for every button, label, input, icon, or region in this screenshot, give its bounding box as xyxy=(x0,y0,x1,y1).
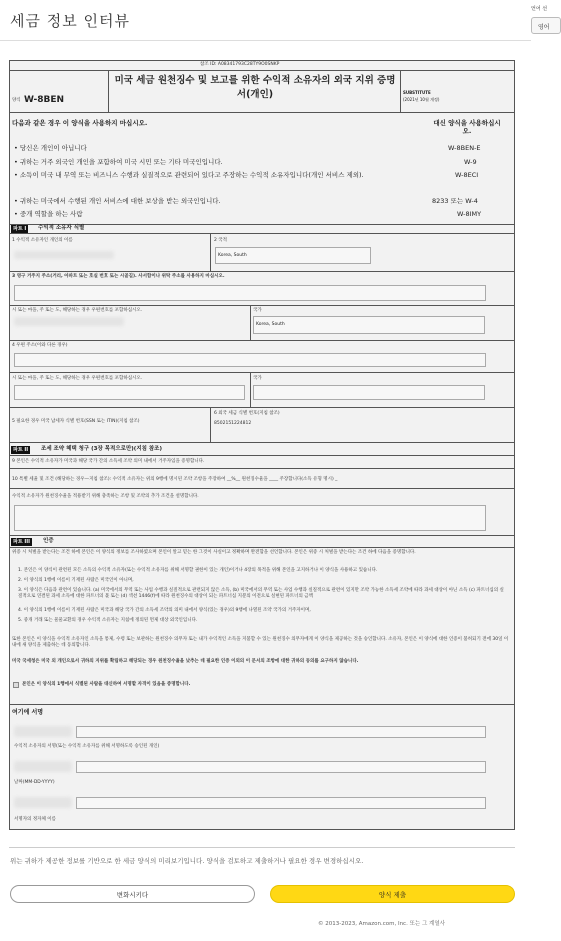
address-field xyxy=(14,285,486,301)
cert-item: 3. 이 양식은 다음과 관련이 있습니다. (a) 미국에서의 무역 또는 사업 수행과 실질적으로 관련되지 않은 소득, (b) 미국에서의 무역 또는 사업 수행과 실질적으로 관련이 있지만 조약 가능한 소득세 조약에 따라 과세 대상이 아닌 소득 (c) 파트너십의 실질적으로 연결된 과세 소득에 대한 파트너의 몫 또는 (d) 섹션 1446(f)에 따라 원천징수의 대상이 되는 파트너십 지분의 이전으로 실현된 파트너의 금액 xyxy=(18,588,504,599)
city2-field xyxy=(14,385,245,400)
list-item: • 귀하는 거주 외국인 개인을 포함하여 미국 시민 또는 기타 미국인입니다. xyxy=(14,158,223,166)
divider xyxy=(10,455,514,456)
field3-label: 3 영구 거주지 주소(거리, 아파트 또는 호실 번호 또는 시골길). 사서함이나 위탁 주소를 사용하지 마십시오. xyxy=(12,274,225,279)
part1-title: 수익적 소유자 식별 xyxy=(38,225,85,231)
divider xyxy=(10,407,514,408)
field6-label: 6 외국 세금 식별 번호(지침 참조) xyxy=(214,411,280,416)
part3-title: 인증 xyxy=(43,538,54,544)
divider xyxy=(210,407,211,442)
divider xyxy=(10,704,514,705)
date-field xyxy=(76,761,486,773)
preview-note: 위는 귀하가 제공한 정보를 기반으로 한 세금 양식의 미리보기입니다. 양식을 검토하고 제출하거나 필요한 경우 변경하십시오. xyxy=(10,857,364,865)
field9-text: 9 본인은 수익적 소유자가 미국과 해당 국가 간의 소득세 조약 의미 내에서 거주자임을 증명합니다. xyxy=(12,459,205,464)
redacted-signature xyxy=(14,726,72,737)
printed-name-field xyxy=(76,797,486,809)
footer-divider xyxy=(9,847,515,848)
signature-label: 수익적 소유자의 서명(또는 수익적 소유자를 위해 서명하도록 승인된 개인) xyxy=(14,744,160,749)
field2-label: 2 국적 xyxy=(214,238,227,243)
cert-item: 5. 중개 거래 또는 물물교환의 경우 수익적 소유자는 지침에 정의된 면제 대상 외국인입니다. xyxy=(18,618,198,623)
part2-title: 조세 조약 혜택 청구 (3장 목적으로만)(지침 참조) xyxy=(41,446,163,452)
intro-text: 다음과 같은 경우 이 양식을 사용하지 마십시오. xyxy=(12,119,148,127)
part3-tag: 파트 III xyxy=(13,539,30,545)
cert-item: 4. 이 양식의 1행에 이름이 기재된 사람은 미국과 해당 국가 간의 소득세 조약의 의미 내에서 양식(있는 경우)의 9행에 나열된 조약 국가의 거주자이며, xyxy=(18,608,311,613)
divider xyxy=(10,535,514,536)
mailing-address-field xyxy=(14,353,486,367)
part2-tag: 파트 II xyxy=(13,447,29,453)
certify-label: 본인은 이 양식의 1행에서 식별된 사람을 대신하여 서명할 자격이 있음을 증명합니다. xyxy=(22,682,191,687)
field10-textarea xyxy=(14,505,486,531)
divider xyxy=(10,372,514,373)
divider xyxy=(108,70,109,112)
form-title: 미국 세금 원천징수 및 보고를 위한 수익적 소유자의 외국 지위 증명서(개인) xyxy=(114,75,396,101)
list-item: • 중개 역할을 하는 사람 xyxy=(14,210,83,218)
cert-paragraph: 또한 본인은 이 양식을 수익적 소유자인 소득을 통제, 수령 또는 보관하는 원천징수 의무자 또는 내가 수익적인 소득을 지불할 수 있는 원천징수 의무자에게 이 양식을 제공하는 것을 승인합니다. 소유자, 본인은 이 양식에 대한 인증이 불허되기 전에 30일 이내에 새 양식을 제출하는 데 동의합니다. xyxy=(12,637,509,648)
city-label: 시 또는 마을, 주 또는 도, 해당하는 경우 우편번호를 포함하십시오. xyxy=(12,308,143,313)
divider xyxy=(210,233,211,271)
divider xyxy=(10,112,514,113)
alt-form-header: 대신 양식을 사용하십시오. xyxy=(433,119,501,136)
irs-note: 미국 국세청은 미국 외 개인으로서 귀하의 지위를 확립하고 해당되는 경우 원천징수율을 낮추는 데 필요한 인증 이외의 이 문서의 조항에 대한 귀하의 동의를 요구하지 않습니다. xyxy=(12,659,359,664)
cert-paragraph: 위증 시 처벌을 받는다는 조건 하에 본인은 이 양식의 정보를 조사하였으며 본인이 알고 믿는 한 그것이 사실이고 정확하며 완전함을 선언합니다. 본인은 위증 시 처벌을 받는다는 조건 하에 다음을 증명합니다. xyxy=(12,550,416,555)
country-field: Korea, South xyxy=(253,316,485,334)
divider xyxy=(10,340,514,341)
copyright: © 2013-2023, Amazon.com, Inc. 또는 그 계열사 xyxy=(318,921,445,927)
field10-explain: 수익적 소유자가 원천징수율을 적용받기 위해 충족하는 조항 및 조약의 추가 조건을 설명합니다. xyxy=(12,494,199,499)
redacted-city xyxy=(14,317,124,326)
country2-field xyxy=(253,385,485,400)
divider xyxy=(10,70,514,71)
alt-form: W-8BEN-E xyxy=(448,144,481,152)
language-select[interactable]: 영어 xyxy=(531,17,561,34)
edit-button[interactable]: 변화시키다 xyxy=(10,885,255,903)
cert-item: 2. 이 양식의 1행에 이름이 기재된 사람은 미국인이 아니며, xyxy=(18,578,134,583)
divider xyxy=(10,442,514,443)
redacted-printed-name xyxy=(14,797,72,808)
w8ben-form-preview xyxy=(9,60,515,830)
divider xyxy=(10,233,514,234)
alt-form: 8233 또는 W-4 xyxy=(432,197,478,205)
alt-form: W-9 xyxy=(464,158,477,166)
citizenship-field: Korea, South xyxy=(215,247,371,264)
page-title: 세금 정보 인터뷰 xyxy=(10,12,130,30)
country2-label: 국가 xyxy=(253,376,262,381)
divider xyxy=(10,224,514,225)
divider xyxy=(10,488,514,489)
part1-tag: 파트 I xyxy=(13,226,27,232)
signature-field xyxy=(76,726,486,738)
field5-label: 5 필요한 경우 미국 납세자 식별 번호(SSN 또는 ITIN)(지침 참조) xyxy=(12,419,140,424)
revision-date: (2021년 10월 개정) xyxy=(403,97,440,102)
divider xyxy=(10,271,514,272)
redacted-name xyxy=(14,251,114,259)
divider xyxy=(10,547,514,548)
redacted-date xyxy=(14,761,72,772)
header-divider xyxy=(0,40,531,41)
form-label: 양식 xyxy=(12,98,21,103)
substitute-label: SUBSTITUTE xyxy=(403,90,431,95)
divider xyxy=(400,70,401,112)
city2-label: 시 또는 마을, 주 또는 도, 해당하는 경우 우편번호를 포함하십시오. xyxy=(12,376,143,381)
form-code: W-8BEN xyxy=(24,95,65,105)
foreign-tin: 850215122481​2 xyxy=(214,421,252,426)
field4-label: 4 우편 주소(이와 다른 경우) xyxy=(12,343,68,348)
sign-title: 여기에 서명 xyxy=(12,709,44,716)
field1-label: 1 수익적 소유자인 개인의 이름 xyxy=(12,238,73,243)
country-label: 국가 xyxy=(253,308,262,313)
list-item: • 당신은 개인이 아닙니다 xyxy=(14,144,87,152)
submit-form-button[interactable]: 양식 제출 xyxy=(270,885,515,903)
cert-item: 1. 본인은 이 양식이 관련된 모든 소득의 수익적 소유자(또는 수익적 소유자를 위해 서명할 권한이 있는 개인)이거나 4장의 목적을 위해 본인을 고지하거나 이 양식을 사용하고 있습니다. xyxy=(18,568,378,573)
list-item: • 귀하는 미국에서 수행된 개인 서비스에 대한 보상을 받는 외국인입니다. xyxy=(14,197,221,205)
divider xyxy=(250,305,251,340)
divider xyxy=(250,372,251,407)
divider xyxy=(10,305,514,306)
date-label: 날짜(MM-DD-YYYY) xyxy=(14,780,55,785)
list-item: • 소득이 미국 내 무역 또는 비즈니스 수행과 실질적으로 관련되어 있다고 주장하는 수익적 소유자입니다(개인 서비스 제외). xyxy=(14,171,364,179)
alt-form: W-8IMY xyxy=(457,210,482,218)
printed-name-label: 서명자의 정자체 이름 xyxy=(14,817,56,822)
reference-id: 참조 ID: A08341793C28TY9O0SNKP xyxy=(200,62,280,67)
divider xyxy=(10,468,514,469)
certify-checkbox xyxy=(13,682,19,688)
language-label: 언어 선 xyxy=(531,6,548,12)
field10-text: 10 특별 세율 및 조건 (해당하는 경우—지침 참조): 수익적 소유자는 위의 9행에 명시된 조약 조항을 주장하여 __%__ 원천징수율을 ____ 주장합니다(소득 유형 명시) _ xyxy=(12,477,338,482)
alt-form: W-8ECI xyxy=(455,171,479,179)
